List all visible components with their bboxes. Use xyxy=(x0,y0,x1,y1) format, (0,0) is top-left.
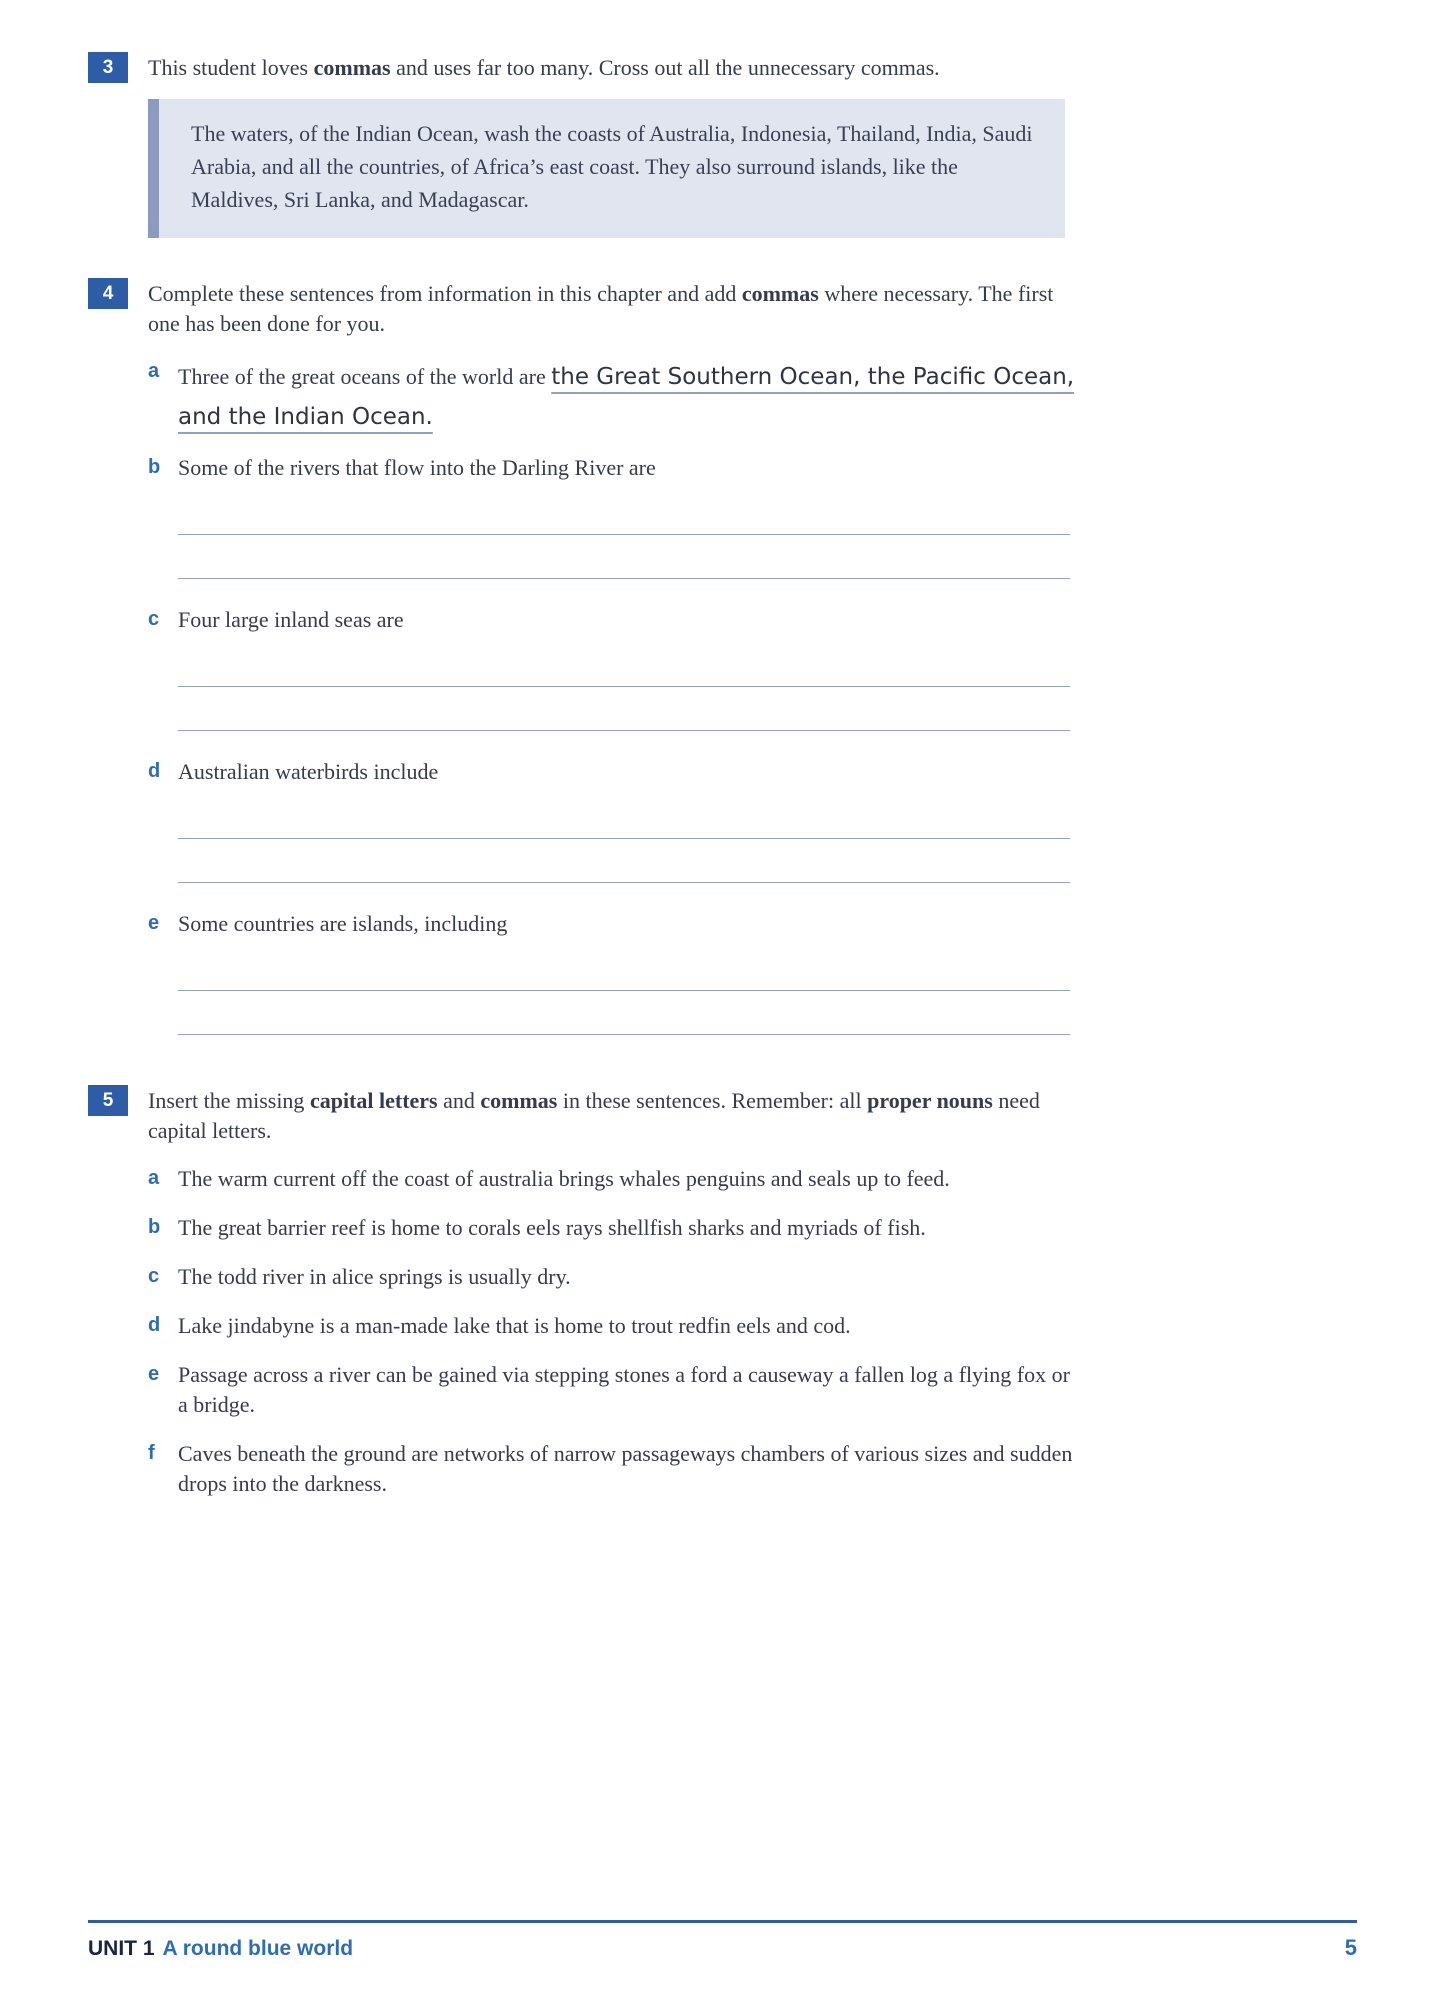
sentence: The great barrier reef is home to corals eels rays shellfish sharks and myriads of fish. xyxy=(178,1215,926,1240)
item-5e xyxy=(148,1360,1357,1420)
question-4 xyxy=(88,278,1357,1035)
question-3 xyxy=(88,52,1357,238)
footer-unit xyxy=(88,1937,353,1961)
item-letter: f xyxy=(148,1442,155,1464)
prompt-text: need capital letters. xyxy=(148,1088,1040,1143)
item-4a xyxy=(148,357,1357,437)
item-4d xyxy=(148,757,1357,883)
prompt-text: where necessary. The first one has been done for you. xyxy=(148,281,1054,336)
answer-line xyxy=(178,687,1070,731)
item-4c xyxy=(148,605,1357,731)
answer-area xyxy=(178,947,1070,1035)
item-body xyxy=(178,605,1088,731)
item-letter: d xyxy=(148,760,161,782)
prompt-text: Complete these sentences from information in this chapter and add xyxy=(148,281,742,306)
item-letter: c xyxy=(148,1265,160,1287)
question-prompt xyxy=(148,1085,1058,1146)
question-number-badge: 3 xyxy=(88,52,128,83)
passage-text: The waters, of the Indian Ocean, wash the coasts of Australia, Indonesia, Thailand, India, Saudi Arabia, and all the countries, of Africa’s east coast. They also surround islands, like the Maldives, Sri Lanka, and Madagascar. xyxy=(191,121,1033,212)
footer-page-number: 5 xyxy=(1344,1935,1357,1960)
answer-area xyxy=(178,491,1070,579)
prompt-bold-commas: commas xyxy=(313,55,391,80)
item-letter: e xyxy=(148,912,160,934)
question-number-badge: 4 xyxy=(88,278,128,309)
sentence-stem: Some countries are islands, including xyxy=(178,911,508,936)
footer-unit-title: A round blue world xyxy=(162,1937,354,1960)
item-letter: e xyxy=(148,1363,160,1385)
item-letter: d xyxy=(148,1314,161,1336)
handwritten-answer: the Great Southern Ocean, the Pacific Ocean, and the Indian Ocean. xyxy=(178,364,1075,430)
question-prompt xyxy=(148,52,1058,83)
item-5a xyxy=(148,1164,1357,1194)
answer-line xyxy=(178,947,1070,991)
item-letter: b xyxy=(148,456,161,478)
question-4-header xyxy=(88,278,1357,339)
item-4e xyxy=(148,909,1357,1035)
question-number-badge: 5 xyxy=(88,1085,128,1116)
item-letter: c xyxy=(148,608,160,630)
sentence: Passage across a river can be gained via stepping stones a ford a causeway a fallen log a flying fox or a bridge. xyxy=(178,1362,1070,1417)
item-5b xyxy=(148,1213,1357,1243)
answer-line xyxy=(178,795,1070,839)
passage-box xyxy=(148,99,1065,238)
sentence-stem: Australian waterbirds include xyxy=(178,759,439,784)
prompt-text: in these sentences. Remember: all xyxy=(557,1088,868,1113)
question-4-items xyxy=(148,357,1357,1035)
answer-area xyxy=(178,795,1070,883)
answer-line xyxy=(178,535,1070,579)
prompt-text: and xyxy=(437,1088,481,1113)
item-5f xyxy=(148,1439,1357,1499)
prompt-bold-commas: commas xyxy=(480,1088,558,1113)
question-prompt xyxy=(148,278,1058,339)
sentence: Lake jindabyne is a man-made lake that is home to trout redfin eels and cod. xyxy=(178,1313,851,1338)
item-body xyxy=(178,757,1088,883)
sentence: The todd river in alice springs is usually dry. xyxy=(178,1264,571,1289)
footer-unit-label: UNIT 1 xyxy=(88,1937,155,1960)
item-5d xyxy=(148,1311,1357,1341)
answer-area xyxy=(178,643,1070,731)
item-body xyxy=(178,909,1088,1035)
sentence-stem: Three of the great oceans of the world are xyxy=(178,364,552,389)
sentence-stem: Some of the rivers that flow into the Darling River are xyxy=(178,455,656,480)
question-5-items xyxy=(148,1164,1357,1499)
item-letter: a xyxy=(148,360,160,382)
prompt-text: This student loves xyxy=(148,55,314,80)
answer-line xyxy=(178,643,1070,687)
prompt-bold-proper-nouns: proper nouns xyxy=(867,1088,993,1113)
prompt-text: and uses far too many. Cross out all the unnecessary commas. xyxy=(390,55,940,80)
item-4b xyxy=(148,453,1357,579)
item-text xyxy=(178,357,1088,437)
item-5c xyxy=(148,1262,1357,1292)
page-footer xyxy=(88,1920,1357,1961)
answer-line xyxy=(178,839,1070,883)
item-letter: b xyxy=(148,1216,161,1238)
sentence-stem: Four large inland seas are xyxy=(178,607,404,632)
item-letter: a xyxy=(148,1167,160,1189)
question-5-header xyxy=(88,1085,1357,1146)
prompt-bold-commas: commas xyxy=(741,281,819,306)
question-3-header xyxy=(88,52,1357,83)
prompt-text: Insert the missing xyxy=(148,1088,310,1113)
sentence: The warm current off the coast of australia brings whales penguins and seals up to feed. xyxy=(178,1166,950,1191)
prompt-bold-capital-letters: capital letters xyxy=(309,1088,438,1113)
answer-line xyxy=(178,991,1070,1035)
sentence: Caves beneath the ground are networks of narrow passageways chambers of various sizes and sudden drops into the darkness. xyxy=(178,1441,1073,1496)
question-5 xyxy=(88,1085,1357,1499)
item-body xyxy=(178,453,1088,579)
answer-line xyxy=(178,491,1070,535)
